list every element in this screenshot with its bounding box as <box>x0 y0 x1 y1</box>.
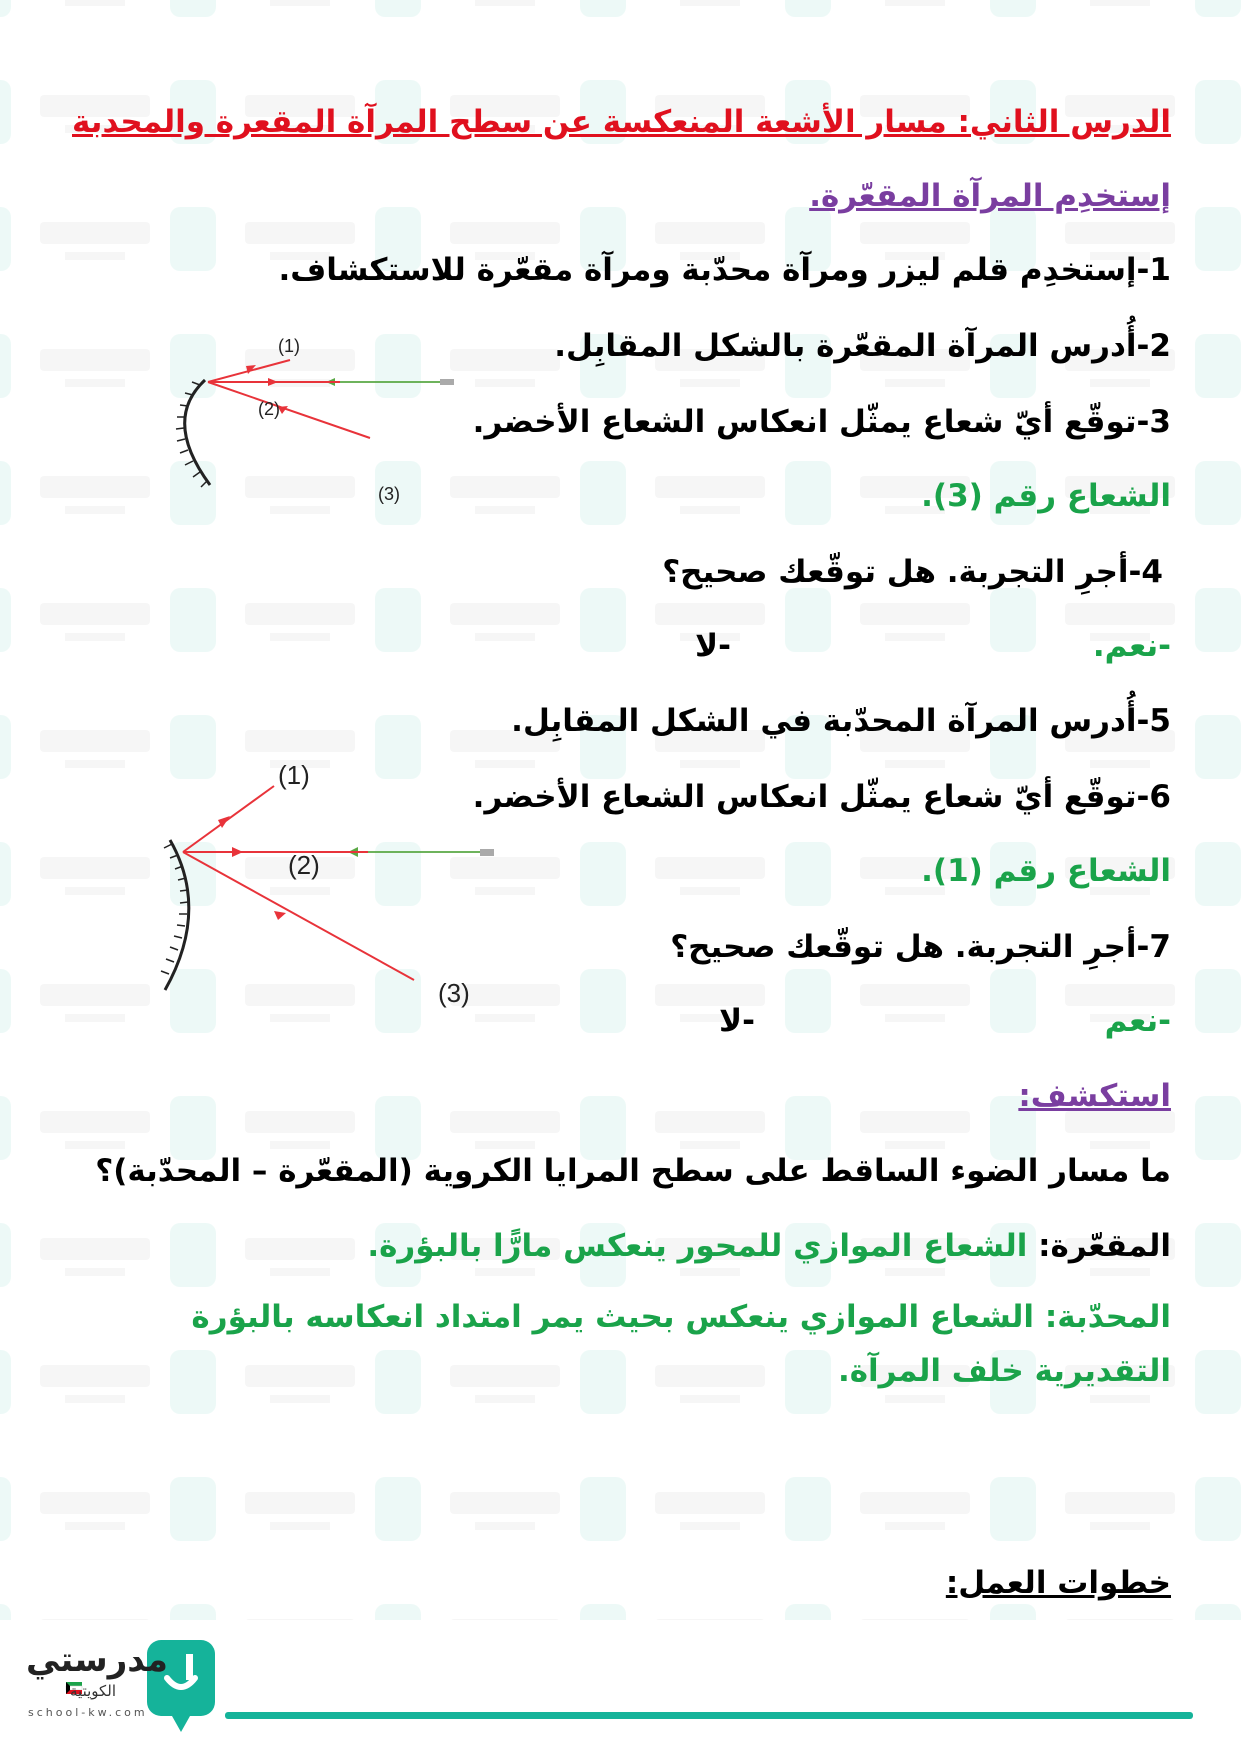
laser-pen-icon-2 <box>480 849 494 856</box>
convex-mirror-figure <box>150 740 495 1030</box>
convex-answer <box>61 1290 1171 1399</box>
concave-answer <box>367 1228 1171 1264</box>
concave-label: المقعّرة: <box>1038 1228 1171 1264</box>
convex-text: الشعاع الموازي ينعكس بحيث يمر امتداد انعكاسه بالبؤرة التقديرية خلف المرآة. <box>191 1299 1171 1390</box>
lesson-title: الدرس الثاني: مسار الأشعة المنعكسة عن سطح المرآة المقعرة والمحدبة <box>72 104 1171 140</box>
figure2-label-2: (2) <box>288 850 320 880</box>
answer-no-2: -لا <box>719 1003 755 1039</box>
figure1-label-3: (3) <box>378 484 400 504</box>
answer-3: الشعاع رقم (3). <box>921 478 1171 514</box>
work-steps-heading: خطوات العمل: <box>945 1565 1171 1601</box>
concave-text: الشعاع الموازي للمحور ينعكس مارًّا بالبؤرة. <box>367 1228 1028 1264</box>
figure1-label-2: (2) <box>258 399 280 419</box>
convex-label: المحدّبة: <box>1044 1299 1171 1335</box>
logo-url: school-kw.com <box>28 1706 148 1719</box>
ray-3-convex-arrow <box>274 911 286 920</box>
step-6: 6-توقّع أيّ شعاع يمثّل انعكاس الشعاع الأخضر. <box>472 779 1171 815</box>
logo-name: مدرستي <box>26 1640 168 1680</box>
ray-3 <box>208 382 370 438</box>
answer-6: الشعاع رقم (1). <box>921 853 1171 889</box>
concave-mirror-figure <box>160 320 460 510</box>
ray-2-arrow <box>268 378 278 386</box>
answer-yes-1: -نعم. <box>1092 628 1171 664</box>
ray-1-convex <box>183 786 274 852</box>
mirror-hatching-2 <box>161 844 188 974</box>
ray-2-convex-arrow <box>232 847 243 857</box>
logo-subtitle: الكويتية <box>70 1682 117 1700</box>
step-7: 7-أجرِ التجربة. هل توقّعك صحيح؟ <box>670 929 1171 965</box>
answer-no-1: -لا <box>695 628 731 664</box>
answer-yes-2: -نعم <box>1104 1003 1171 1039</box>
section-use-heading: إستخدِم المرآة المقعّرة. <box>809 178 1171 214</box>
step-2: 2-أُدرس المرآة المقعّرة بالشكل المقابِل. <box>554 328 1171 364</box>
footer-divider <box>225 1712 1193 1719</box>
convex-mirror-surface <box>165 840 189 990</box>
step-5: 5-أُدرس المرآة المحدّبة في الشكل المقابِل. <box>511 703 1171 739</box>
step-4: 4-أجرِ التجربة. هل توقّعك صحيح؟ <box>662 554 1163 590</box>
figure1-label-1: (1) <box>278 336 300 356</box>
explore-heading: استكشف: <box>1018 1078 1171 1114</box>
concave-mirror-surface <box>185 380 210 485</box>
laser-pen-icon <box>440 379 454 385</box>
explore-question: ما مسار الضوء الساقط على سطح المرايا الكروية (المقعّرة – المحدّبة)؟ <box>95 1153 1171 1189</box>
figure2-label-3: (3) <box>438 978 470 1008</box>
figure2-label-1: (1) <box>278 760 310 790</box>
step-1: 1-إستخدِم قلم ليزر ومرآة محدّبة ومرآة مقعّرة للاستكشاف. <box>278 252 1171 288</box>
step-3: 3-توقّع أيّ شعاع يمثّل انعكاس الشعاع الأخضر. <box>472 404 1171 440</box>
